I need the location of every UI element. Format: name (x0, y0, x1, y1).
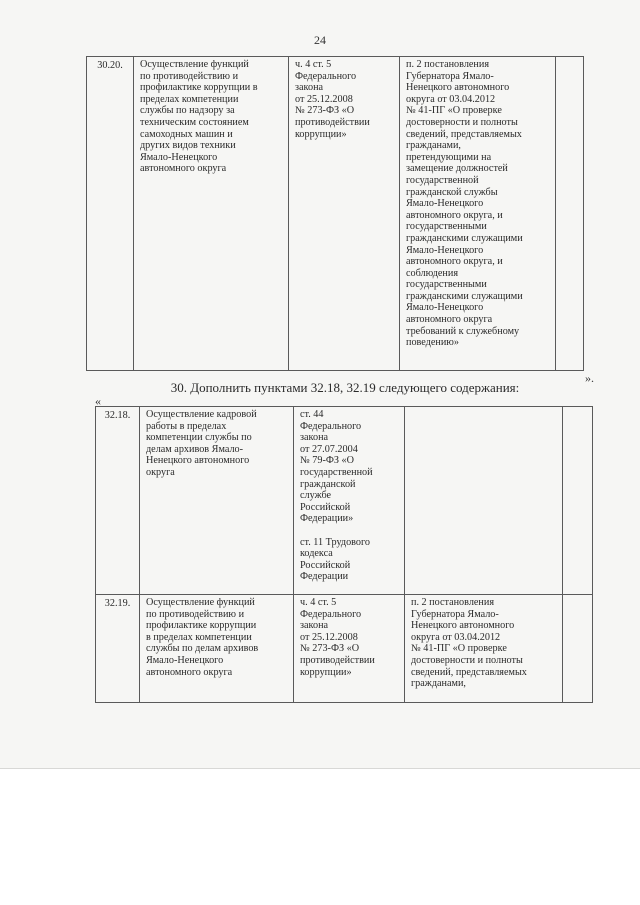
empty-cell (563, 595, 593, 703)
table-row (87, 57, 584, 371)
empty-cell (556, 57, 584, 371)
regional-act-cell (405, 407, 563, 595)
closing-quote: ». (585, 371, 594, 385)
function-cell: Осуществление кадровой работы в пределах компетенции службы по делам архивов Ямало- Ненецкого автономного округа (140, 407, 294, 595)
empty-cell (563, 407, 593, 595)
row-number: 32.19. (96, 595, 140, 703)
table-row (96, 407, 593, 595)
function-cell: Осуществление функций по противодействию и профилактике коррупции в пределах компетенции службы по делам архивов Ямало-Ненецкого автономного округа (140, 595, 294, 703)
table-row (96, 595, 593, 703)
federal-law-cell: ст. 44 Федерального закона от 27.07.2004 № 79-ФЗ «О государственной гражданской службе Российской Федерации» ст. 11 Трудового кодекса Российской Федерации (294, 407, 405, 595)
page-number: 24 (314, 33, 326, 47)
opening-quote: « (95, 394, 101, 408)
federal-law-cell: ч. 4 ст. 5 Федерального закона от 25.12.2008 № 273-ФЗ «О противодействии коррупции» (289, 57, 400, 371)
functions-table-1 (86, 56, 584, 371)
regional-act-cell: п. 2 постановления Губернатора Ямало- Ненецкого автономного округа от 03.04.2012 № 41-ПГ «О проверке достоверности и полноты сведений, представляемых гражданами, (405, 595, 563, 703)
row-number: 32.18. (96, 407, 140, 595)
row-number: 30.20. (87, 57, 134, 371)
regional-act-cell: п. 2 постановления Губернатора Ямало- Ненецкого автономного округа от 03.04.2012 № 41-ПГ «О проверке достоверности и полноты сведений, представляемых гражданами, претендующими на замещение должностей государственной гражданской службы Ямало-Ненецкого автономного округа, и государственными гражданскими служащими Ямало-Ненецкого автономного округа, и соблюдения государственными гражданскими служащими Ямало-Ненецкого автономного округа требований к служебному поведению» (400, 57, 556, 371)
function-cell: Осуществление функций по противодействию и профилактике коррупции в пределах компетенции службы по надзору за техническим состоянием самоходных машин и других видов техники Ямало-Ненецкого автономного округа (134, 57, 289, 371)
functions-table-2 (95, 406, 593, 703)
amendment-instruction: 30. Дополнить пунктами 32.18, 32.19 следующего содержания: (170, 380, 520, 395)
federal-law-cell: ч. 4 ст. 5 Федерального закона от 25.12.2008 № 273-ФЗ «О противодействии коррупции» (294, 595, 405, 703)
